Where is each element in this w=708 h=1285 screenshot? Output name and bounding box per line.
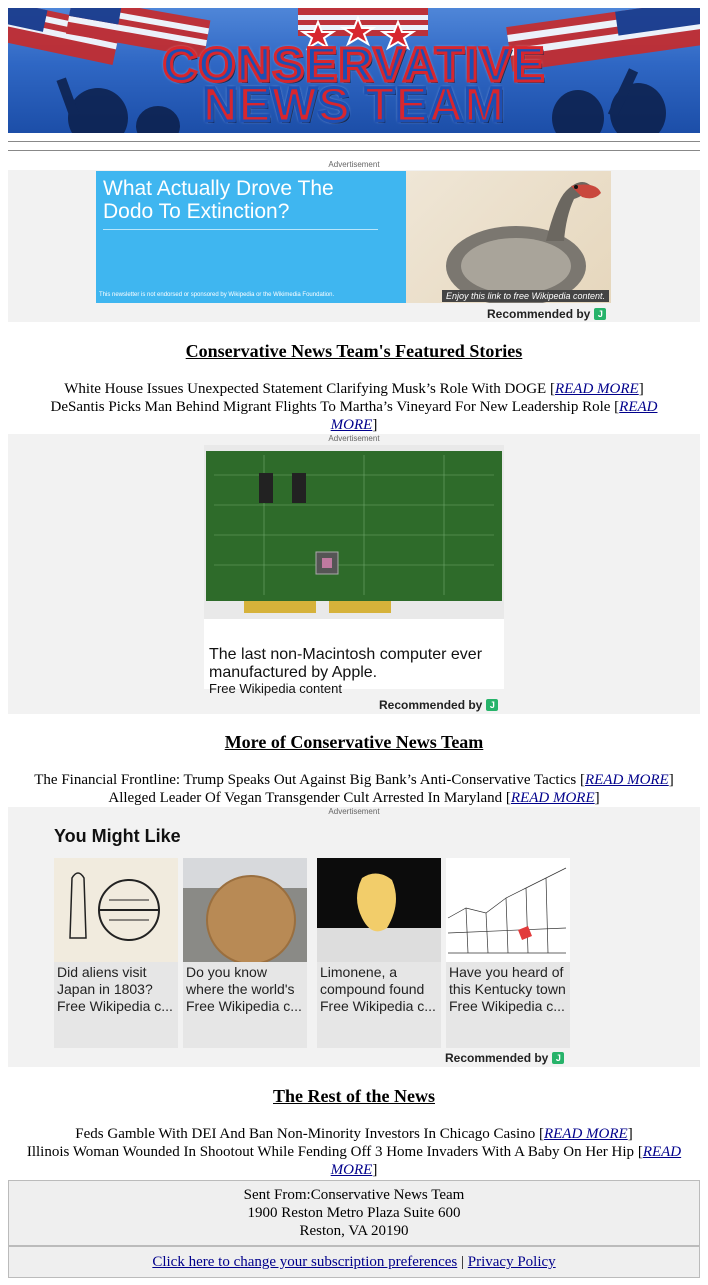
footer-address xyxy=(8,1180,700,1246)
ad-label: Advertisement xyxy=(328,807,380,816)
section-title-featured: Conservative News Team's Featured Stories xyxy=(185,341,523,361)
section-title-more: More of Conservative News Team xyxy=(224,732,484,752)
recommended-label: Recommended by xyxy=(379,698,483,712)
card-image xyxy=(183,858,307,962)
you-might-like-heading: You Might Like xyxy=(54,826,181,846)
ad-label: Advertisement xyxy=(328,160,380,169)
ad-container xyxy=(8,170,700,322)
read-more-link[interactable]: READ MORE xyxy=(554,381,639,397)
story-item: Illinois Woman Wounded In Shootout While Fending Off 3 Home Invaders With A Baby On Her Hip [READ MORE] xyxy=(26,1144,682,1178)
divider xyxy=(8,150,700,151)
card-title: Have you heard of this Kentucky town xyxy=(449,964,566,997)
story-headline: White House Issues Unexpected Statement Clarifying Musk’s Role With DOGE xyxy=(64,381,547,397)
card-source: Free Wikipedia c... xyxy=(186,998,302,1014)
ad-container xyxy=(8,807,700,1067)
recommended-by[interactable] xyxy=(379,698,498,712)
card-source: Free Wikipedia c... xyxy=(320,998,436,1014)
recommendation-card[interactable] xyxy=(54,858,178,1048)
recommender-logo-icon: J xyxy=(486,699,498,711)
read-more-link[interactable]: READ MORE xyxy=(543,1126,628,1142)
footer-street: 1900 Reston Metro Plaza Suite 600 xyxy=(247,1205,461,1221)
card-title: Do you know where the world's xyxy=(186,964,295,997)
recommendation-card[interactable] xyxy=(183,858,307,1048)
read-more-link[interactable]: READ MORE xyxy=(330,1144,682,1178)
card-image xyxy=(446,858,570,962)
circuit-board-image xyxy=(204,445,504,619)
recommendation-card[interactable] xyxy=(446,858,570,1048)
recommended-by[interactable] xyxy=(487,307,606,321)
recommender-logo-icon: J xyxy=(552,1052,564,1064)
read-more-link[interactable]: READ MORE xyxy=(585,772,669,788)
ad-headline: What Actually Drove The Dodo To Extinction? xyxy=(103,177,334,223)
ad-container xyxy=(8,434,700,714)
masthead-banner xyxy=(8,8,700,133)
card-image xyxy=(317,858,441,962)
apple-board-ad[interactable] xyxy=(204,445,504,696)
recommended-label: Recommended by xyxy=(487,307,591,321)
card-image xyxy=(54,858,178,962)
subscription-preferences-link[interactable]: Click here to change your subscription preferences xyxy=(152,1254,458,1270)
banner-line1: CONSERVATIVE xyxy=(162,39,546,92)
footer-sender: Sent From:Conservative News Team xyxy=(243,1187,465,1203)
footer-separator: | xyxy=(460,1254,464,1270)
read-more-link[interactable]: READ MORE xyxy=(510,790,595,806)
story-headline: Illinois Woman Wounded In Shootout While Fending Off 3 Home Invaders With A Baby On Her Hip xyxy=(26,1144,635,1160)
story-item: White House Issues Unexpected Statement Clarifying Musk’s Role With DOGE [READ MORE] xyxy=(64,381,644,397)
recommender-logo-icon: J xyxy=(594,308,606,320)
ad-disclaimer: This newsletter is not endorsed or sponsored by Wikipedia or the Wikimedia Foundation. xyxy=(99,292,335,298)
recommended-label: Recommended by xyxy=(445,1051,549,1065)
ad-title: The last non-Macintosh computer ever manufactured by Apple. xyxy=(209,646,483,681)
banner-line2: NEWS TEAM xyxy=(202,79,506,132)
ad-label: Advertisement xyxy=(328,434,380,443)
recommended-by[interactable] xyxy=(445,1051,564,1065)
dodo-ad[interactable] xyxy=(96,171,611,303)
section-title-rest: The Rest of the News xyxy=(273,1086,435,1106)
story-item: The Financial Frontline: Trump Speaks Out Against Big Bank’s Anti-Conservative Tactics [READ MORE] xyxy=(34,772,674,788)
card-title: Limonene, a compound found xyxy=(320,964,425,997)
card-title: Did aliens visit Japan in 1803? xyxy=(57,964,153,997)
dodo-image xyxy=(406,171,611,303)
story-item: Feds Gamble With DEI And Ban Non-Minority Investors In Chicago Casino [READ MORE] xyxy=(75,1126,633,1142)
recommendation-card[interactable] xyxy=(317,858,441,1048)
read-more-link[interactable]: READ MORE xyxy=(330,399,658,433)
story-headline: DeSantis Picks Man Behind Migrant Flights To Martha’s Vineyard For New Leadership Role xyxy=(50,399,611,415)
story-item: DeSantis Picks Man Behind Migrant Flights To Martha’s Vineyard For New Leadership Role [READ MORE] xyxy=(50,399,658,433)
card-source: Free Wikipedia c... xyxy=(57,998,173,1014)
ad-subtitle: Free Wikipedia content xyxy=(209,681,342,696)
ad-headline-rule xyxy=(103,229,378,230)
footer-city: Reston, VA 20190 xyxy=(299,1223,409,1239)
story-headline: Alleged Leader Of Vegan Transgender Cult Arrested In Maryland xyxy=(108,790,503,806)
story-headline: The Financial Frontline: Trump Speaks Out Against Big Bank’s Anti-Conservative Tactics xyxy=(34,772,577,788)
story-item: Alleged Leader Of Vegan Transgender Cult Arrested In Maryland [READ MORE] xyxy=(108,790,600,806)
footer-links xyxy=(8,1246,700,1278)
story-headline: Feds Gamble With DEI And Ban Non-Minority Investors In Chicago Casino xyxy=(75,1126,536,1142)
privacy-policy-link[interactable]: Privacy Policy xyxy=(467,1254,556,1270)
ad-caption: Enjoy this link to free Wikipedia content. xyxy=(442,290,609,302)
card-source: Free Wikipedia c... xyxy=(449,998,565,1014)
divider xyxy=(8,141,700,142)
